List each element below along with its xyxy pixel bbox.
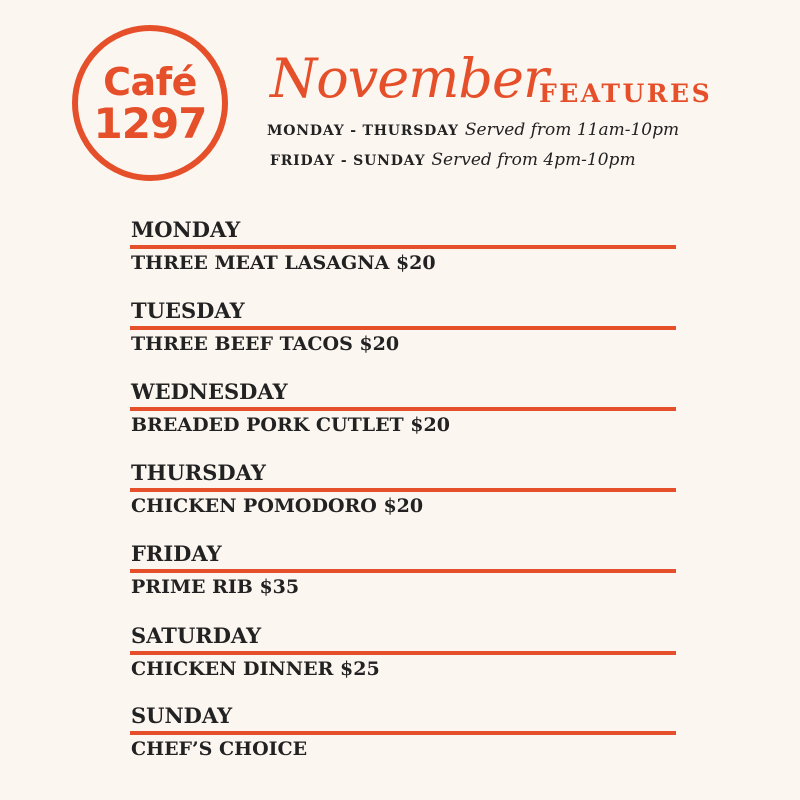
hours-weekend — [270, 152, 636, 169]
day-name: MONDAY — [131, 217, 241, 242]
divider — [130, 651, 676, 655]
dish-name: CHICKEN POMODORO $20 — [131, 495, 424, 517]
day-name: SATURDAY — [131, 623, 262, 648]
menu-item-monday — [130, 219, 676, 279]
day-name: TUESDAY — [131, 298, 245, 323]
dish-name: THREE BEEF TACOS $20 — [131, 333, 400, 355]
logo-name: Café — [103, 60, 197, 104]
menu-item-tuesday — [130, 300, 676, 360]
day-name: SUNDAY — [131, 703, 233, 728]
dish-name: THREE MEAT LASAGNA $20 — [131, 252, 436, 274]
day-name: FRIDAY — [131, 541, 222, 566]
menu-item-friday — [130, 543, 676, 603]
cafe-logo — [72, 25, 228, 181]
dish-name: PRIME RIB $35 — [131, 576, 300, 598]
menu-item-sunday — [130, 705, 676, 765]
divider — [130, 488, 676, 492]
day-name: THURSDAY — [131, 460, 266, 485]
menu-item-saturday — [130, 625, 676, 685]
menu-item-thursday — [130, 462, 676, 522]
dish-name: BREADED PORK CUTLET $20 — [131, 414, 450, 436]
divider — [130, 245, 676, 249]
dish-name: CHICKEN DINNER $25 — [131, 658, 380, 680]
features-label: FEATURES — [539, 79, 713, 108]
month-title: November — [270, 47, 548, 110]
day-name: WEDNESDAY — [131, 379, 288, 404]
hours-weekend-days: FRIDAY - SUNDAY — [270, 153, 426, 169]
hours-weekday — [267, 122, 679, 139]
hours-weekday-time: Served from 11am-10pm — [464, 120, 680, 140]
menu-item-wednesday — [130, 381, 676, 441]
hours-weekday-days: MONDAY - THURSDAY — [267, 123, 459, 139]
divider — [130, 326, 676, 330]
divider — [130, 569, 676, 573]
divider — [130, 407, 676, 411]
divider — [130, 731, 676, 735]
logo-number: 1297 — [93, 99, 207, 148]
hours-weekend-time: Served from 4pm-10pm — [431, 150, 636, 170]
dish-name: CHEF’S CHOICE — [131, 738, 308, 760]
